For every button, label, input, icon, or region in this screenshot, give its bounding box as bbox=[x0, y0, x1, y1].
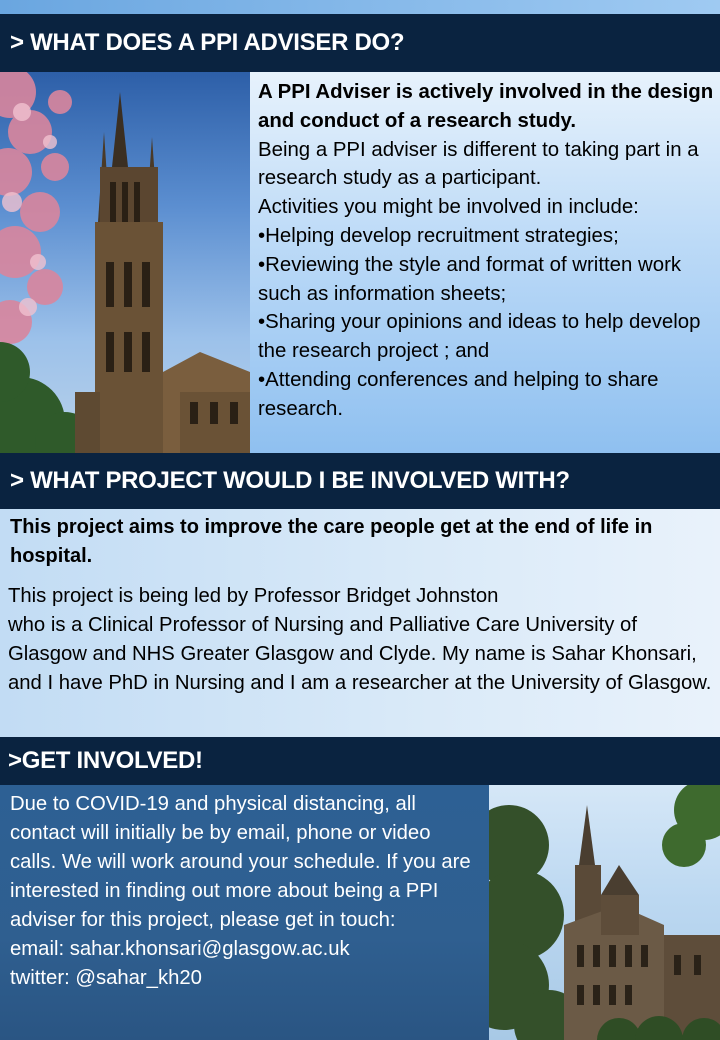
section2-lead: This project aims to improve the care people get at the end of life in hospital. bbox=[10, 516, 653, 567]
university-tower-photo bbox=[0, 72, 250, 453]
section2-heading: > WHAT PROJECT WOULD I BE INVOLVED WITH? bbox=[0, 453, 720, 509]
section3-heading: >GET INVOLVED! bbox=[0, 737, 720, 785]
section1-content bbox=[250, 72, 720, 453]
section3-body: Due to COVID-19 and physical distancing, all contact will initially be by email, phone or video calls. We will work around your schedule. If you are interested in finding out more about being a PPI adviser for this project, please get in touch: bbox=[10, 793, 471, 931]
top-strip bbox=[0, 0, 720, 14]
section2-body-line1: This project is being led by Professor Bridget Johnston bbox=[8, 585, 499, 607]
university-building-photo bbox=[489, 785, 720, 1040]
section2-content bbox=[0, 509, 720, 737]
activity-item: •Attending conferences and helping to share research. bbox=[258, 368, 659, 420]
activity-item: •Sharing your opinions and ideas to help develop the research project ; and bbox=[258, 311, 701, 363]
contact-email[interactable]: email: sahar.khonsari@glasgow.ac.uk bbox=[10, 938, 350, 960]
section3-content bbox=[0, 785, 489, 1040]
section2-body bbox=[8, 582, 713, 698]
contact-twitter[interactable]: twitter: @sahar_kh20 bbox=[10, 967, 202, 989]
activity-item: •Reviewing the style and format of written work such as information sheets; bbox=[258, 253, 682, 305]
section1-lead: A PPI Adviser is actively involved in the design and conduct of a research study. bbox=[258, 81, 714, 132]
section1-activities-intro: Activities you might be involved in include: bbox=[258, 196, 639, 219]
section1-intro: Being a PPI adviser is different to taking part in a research study as a participant. bbox=[258, 138, 699, 190]
activity-item: •Helping develop recruitment strategies; bbox=[258, 224, 619, 247]
section1-heading: > WHAT DOES A PPI ADVISER DO? bbox=[0, 14, 720, 72]
section2-body-rest: who is a Clinical Professor of Nursing and Palliative Care University of Glasgow and NHS Greater Glasgow and Clyde. My name is Sahar Khonsari, and I have PhD in Nursing and I am a researcher at the University of Glasgow. bbox=[8, 614, 712, 694]
